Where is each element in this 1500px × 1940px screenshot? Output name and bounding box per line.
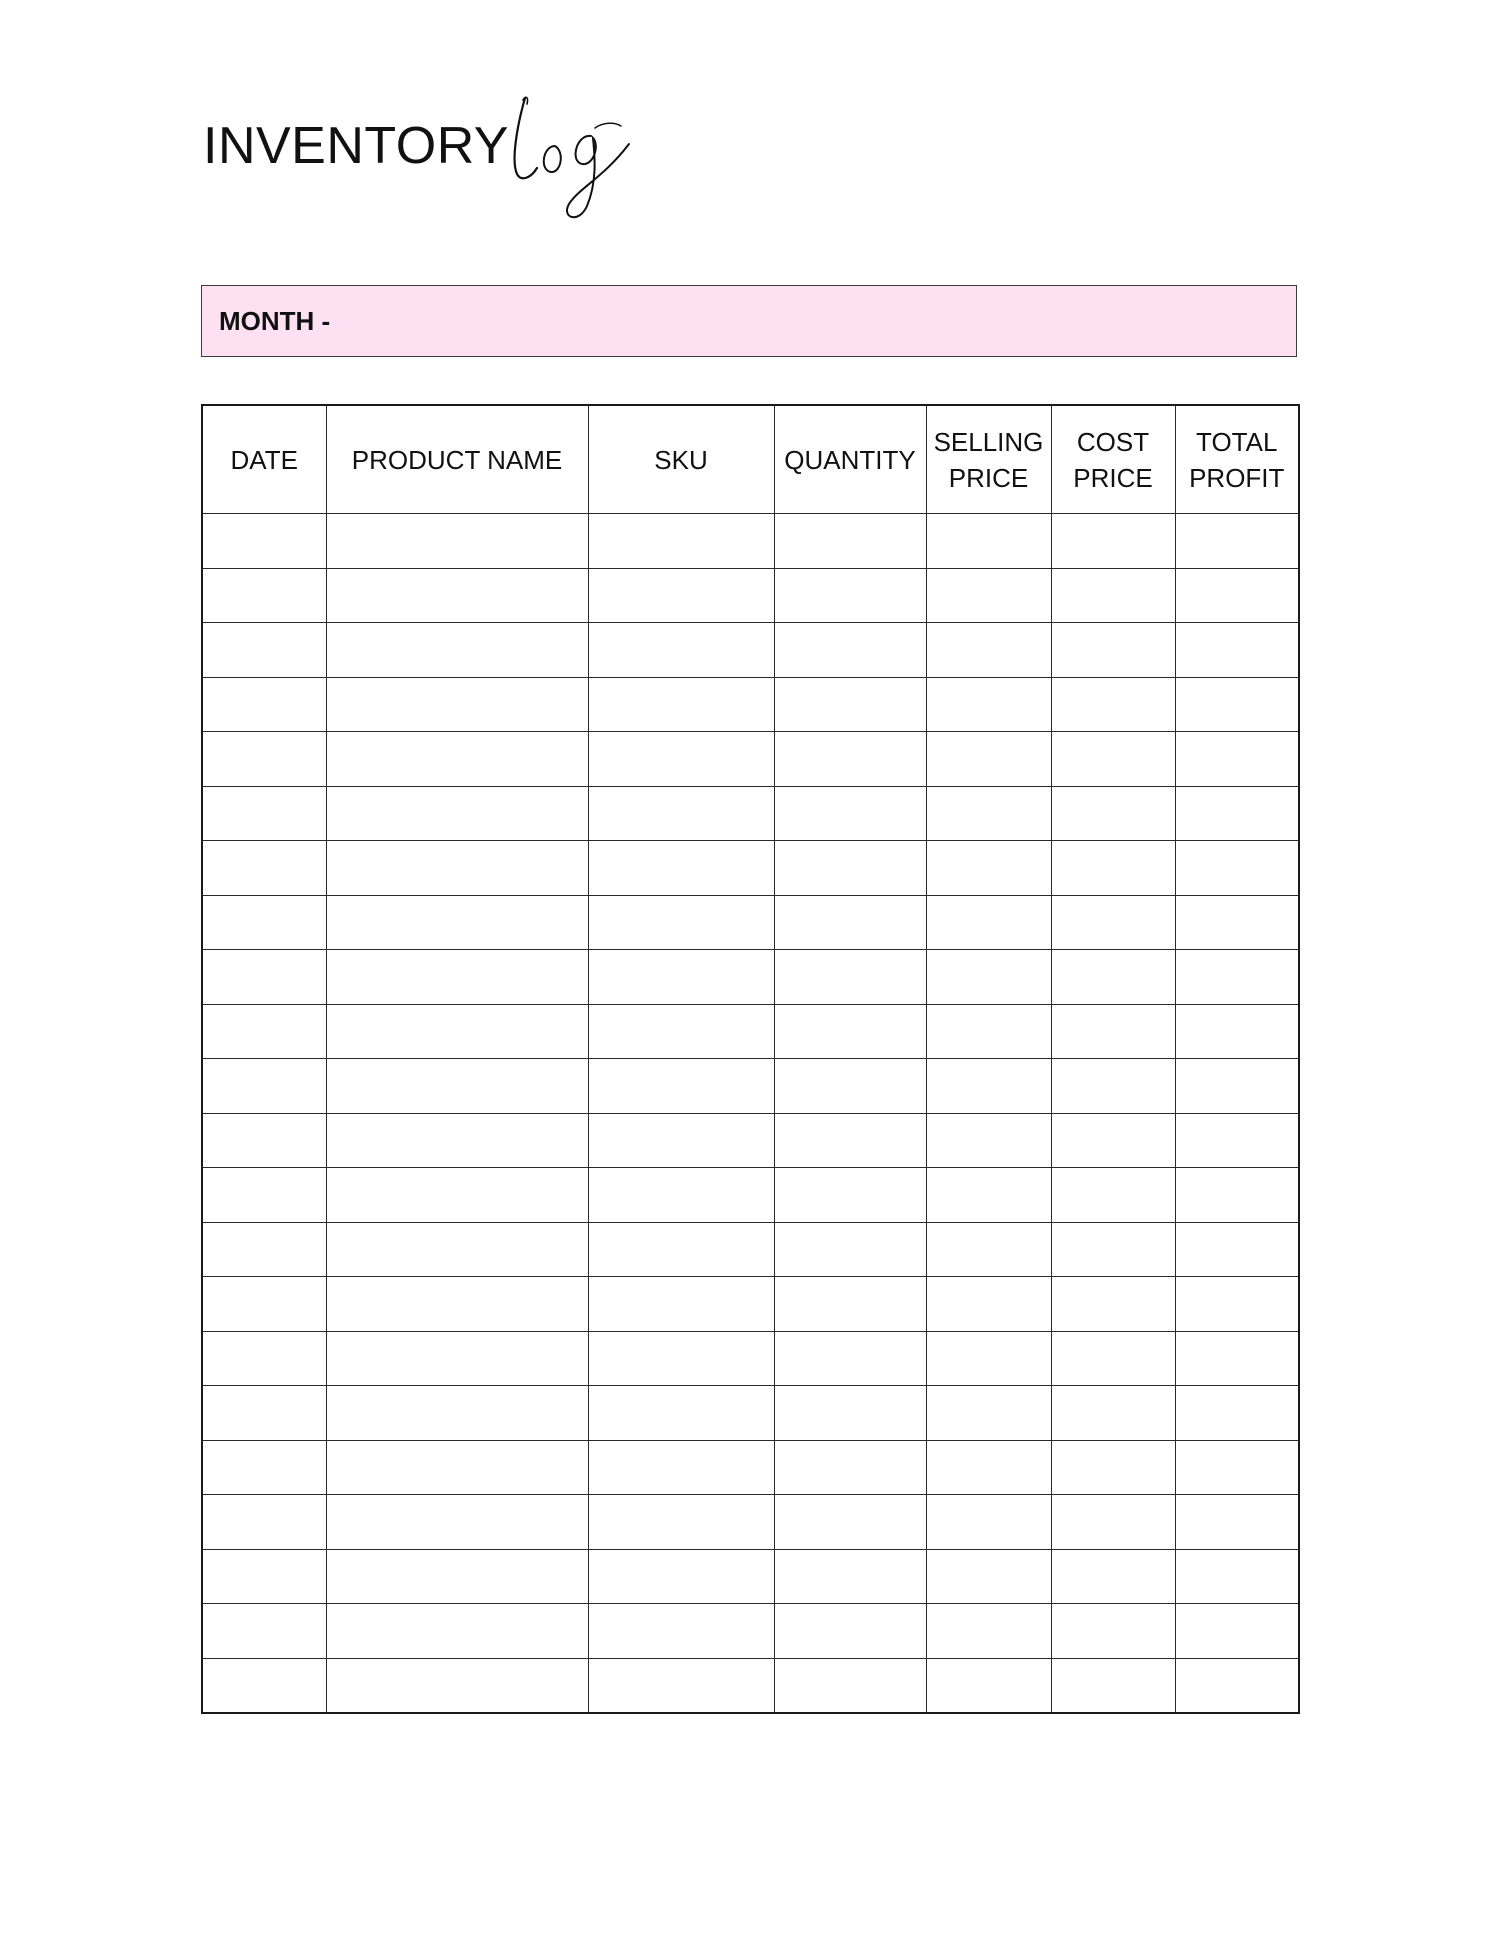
table-cell-quantity[interactable] — [774, 623, 926, 678]
table-cell-date[interactable] — [202, 1004, 326, 1059]
table-cell-sku[interactable] — [588, 1004, 774, 1059]
table-cell-quantity[interactable] — [774, 895, 926, 950]
table-cell-selling-price[interactable] — [926, 1658, 1051, 1713]
table-cell-selling-price[interactable] — [926, 1331, 1051, 1386]
table-row — [202, 1658, 1299, 1713]
table-cell-cost-price[interactable] — [1051, 1222, 1175, 1277]
table-cell-quantity[interactable] — [774, 1440, 926, 1495]
table-cell-selling-price[interactable] — [926, 1113, 1051, 1168]
table-row — [202, 1549, 1299, 1604]
table-cell-quantity[interactable] — [774, 786, 926, 841]
table-cell-quantity[interactable] — [774, 1658, 926, 1713]
table-row — [202, 841, 1299, 896]
table-row — [202, 1004, 1299, 1059]
table-cell-quantity[interactable] — [774, 1222, 926, 1277]
table-row — [202, 1440, 1299, 1495]
table-cell-date[interactable] — [202, 786, 326, 841]
table-cell-date[interactable] — [202, 677, 326, 732]
table-cell-total-profit[interactable] — [1175, 1059, 1299, 1114]
table-row — [202, 895, 1299, 950]
table-cell-date[interactable] — [202, 1277, 326, 1332]
table-cell-sku[interactable] — [588, 1113, 774, 1168]
table-cell-cost-price[interactable] — [1051, 1004, 1175, 1059]
table-cell-selling-price[interactable] — [926, 1222, 1051, 1277]
table-cell-selling-price[interactable] — [926, 950, 1051, 1005]
table-row — [202, 677, 1299, 732]
table-row — [202, 1604, 1299, 1659]
table-cell-product-name[interactable] — [326, 1386, 588, 1441]
table-cell-quantity[interactable] — [774, 1168, 926, 1223]
table-cell-sku[interactable] — [588, 895, 774, 950]
table-cell-selling-price[interactable] — [926, 1604, 1051, 1659]
table-cell-cost-price[interactable] — [1051, 950, 1175, 1005]
table-cell-total-profit[interactable] — [1175, 1604, 1299, 1659]
table-cell-quantity[interactable] — [774, 514, 926, 569]
table-cell-product-name[interactable] — [326, 1113, 588, 1168]
table-cell-product-name[interactable] — [326, 1440, 588, 1495]
column-header-selling-price: SELLING PRICE — [926, 405, 1051, 514]
table-cell-date[interactable] — [202, 1222, 326, 1277]
table-cell-cost-price[interactable] — [1051, 1168, 1175, 1223]
table-cell-product-name[interactable] — [326, 1604, 588, 1659]
table-cell-cost-price[interactable] — [1051, 1386, 1175, 1441]
table-cell-product-name[interactable] — [326, 1495, 588, 1550]
table-cell-sku[interactable] — [588, 950, 774, 1005]
table-cell-date[interactable] — [202, 1658, 326, 1713]
table-cell-total-profit[interactable] — [1175, 1277, 1299, 1332]
table-cell-quantity[interactable] — [774, 1549, 926, 1604]
table-cell-selling-price[interactable] — [926, 1440, 1051, 1495]
table-cell-date[interactable] — [202, 1604, 326, 1659]
table-cell-selling-price[interactable] — [926, 1495, 1051, 1550]
table-cell-date[interactable] — [202, 1495, 326, 1550]
table-row — [202, 1495, 1299, 1550]
table-cell-cost-price[interactable] — [1051, 568, 1175, 623]
table-cell-product-name[interactable] — [326, 568, 588, 623]
table-cell-selling-price[interactable] — [926, 732, 1051, 787]
table-cell-total-profit[interactable] — [1175, 623, 1299, 678]
table-cell-cost-price[interactable] — [1051, 1277, 1175, 1332]
table-cell-quantity[interactable] — [774, 1331, 926, 1386]
table-row — [202, 786, 1299, 841]
inventory-table — [201, 404, 1300, 1714]
table-cell-sku[interactable] — [588, 1222, 774, 1277]
table-cell-sku[interactable] — [588, 568, 774, 623]
table-cell-cost-price[interactable] — [1051, 895, 1175, 950]
table-cell-cost-price[interactable] — [1051, 1440, 1175, 1495]
table-cell-cost-price[interactable] — [1051, 1549, 1175, 1604]
table-cell-selling-price[interactable] — [926, 1004, 1051, 1059]
table-cell-date[interactable] — [202, 841, 326, 896]
table-cell-sku[interactable] — [588, 841, 774, 896]
table-cell-product-name[interactable] — [326, 732, 588, 787]
table-cell-quantity[interactable] — [774, 841, 926, 896]
table-cell-date[interactable] — [202, 568, 326, 623]
table-cell-total-profit[interactable] — [1175, 677, 1299, 732]
table-cell-cost-price[interactable] — [1051, 841, 1175, 896]
table-cell-date[interactable] — [202, 1386, 326, 1441]
table-cell-product-name[interactable] — [326, 1004, 588, 1059]
table-cell-selling-price[interactable] — [926, 623, 1051, 678]
table-cell-total-profit[interactable] — [1175, 1004, 1299, 1059]
table-cell-selling-price[interactable] — [926, 677, 1051, 732]
table-cell-selling-price[interactable] — [926, 568, 1051, 623]
table-cell-sku[interactable] — [588, 1658, 774, 1713]
column-header-cost-price: COST PRICE — [1051, 405, 1175, 514]
table-cell-product-name[interactable] — [326, 1222, 588, 1277]
table-cell-quantity[interactable] — [774, 732, 926, 787]
table-cell-date[interactable] — [202, 1549, 326, 1604]
table-cell-selling-price[interactable] — [926, 1386, 1051, 1441]
table-cell-cost-price[interactable] — [1051, 514, 1175, 569]
table-cell-product-name[interactable] — [326, 1168, 588, 1223]
table-cell-quantity[interactable] — [774, 1113, 926, 1168]
table-cell-sku[interactable] — [588, 1386, 774, 1441]
table-cell-sku[interactable] — [588, 1604, 774, 1659]
table-cell-selling-price[interactable] — [926, 1277, 1051, 1332]
table-cell-product-name[interactable] — [326, 677, 588, 732]
table-cell-cost-price[interactable] — [1051, 1658, 1175, 1713]
table-cell-selling-price[interactable] — [926, 841, 1051, 896]
table-cell-cost-price[interactable] — [1051, 677, 1175, 732]
table-cell-selling-price[interactable] — [926, 514, 1051, 569]
log-script-logo — [503, 86, 633, 226]
column-header-sku: SKU — [588, 405, 774, 514]
table-cell-cost-price[interactable] — [1051, 1331, 1175, 1386]
table-cell-total-profit[interactable] — [1175, 1658, 1299, 1713]
table-cell-product-name[interactable] — [326, 950, 588, 1005]
table-cell-date[interactable] — [202, 1440, 326, 1495]
table-cell-product-name[interactable] — [326, 786, 588, 841]
table-cell-total-profit[interactable] — [1175, 1440, 1299, 1495]
table-cell-quantity[interactable] — [774, 1386, 926, 1441]
table-cell-selling-price[interactable] — [926, 1059, 1051, 1114]
table-cell-total-profit[interactable] — [1175, 1549, 1299, 1604]
table-row — [202, 1113, 1299, 1168]
column-header-quantity: QUANTITY — [774, 405, 926, 514]
table-cell-cost-price[interactable] — [1051, 786, 1175, 841]
table-cell-sku[interactable] — [588, 732, 774, 787]
table-header-row — [202, 405, 1299, 514]
table-cell-sku[interactable] — [588, 677, 774, 732]
table-cell-total-profit[interactable] — [1175, 732, 1299, 787]
table-cell-sku[interactable] — [588, 1059, 774, 1114]
table-cell-total-profit[interactable] — [1175, 1168, 1299, 1223]
table-cell-quantity[interactable] — [774, 1495, 926, 1550]
table-cell-total-profit[interactable] — [1175, 841, 1299, 896]
table-row — [202, 732, 1299, 787]
table-cell-date[interactable] — [202, 1113, 326, 1168]
table-cell-product-name[interactable] — [326, 1331, 588, 1386]
table-cell-quantity[interactable] — [774, 1004, 926, 1059]
table-cell-cost-price[interactable] — [1051, 1495, 1175, 1550]
table-cell-sku[interactable] — [588, 1331, 774, 1386]
month-bar[interactable] — [201, 285, 1297, 357]
table-cell-product-name[interactable] — [326, 1549, 588, 1604]
table-cell-date[interactable] — [202, 1059, 326, 1114]
table-cell-quantity[interactable] — [774, 1604, 926, 1659]
table-cell-product-name[interactable] — [326, 1277, 588, 1332]
table-cell-selling-price[interactable] — [926, 1549, 1051, 1604]
column-header-date: DATE — [202, 405, 326, 514]
table-cell-sku[interactable] — [588, 1277, 774, 1332]
table-cell-product-name[interactable] — [326, 1658, 588, 1713]
table-row — [202, 1331, 1299, 1386]
table-cell-total-profit[interactable] — [1175, 1386, 1299, 1441]
table-cell-quantity[interactable] — [774, 677, 926, 732]
table-row — [202, 568, 1299, 623]
table-cell-sku[interactable] — [588, 623, 774, 678]
table-cell-sku[interactable] — [588, 1549, 774, 1604]
table-cell-total-profit[interactable] — [1175, 786, 1299, 841]
table-row — [202, 623, 1299, 678]
table-cell-sku[interactable] — [588, 514, 774, 569]
table-cell-sku[interactable] — [588, 1495, 774, 1550]
page-title — [203, 86, 763, 226]
table-cell-selling-price[interactable] — [926, 1168, 1051, 1223]
page-title-word: INVENTORY — [203, 117, 509, 175]
table-cell-total-profit[interactable] — [1175, 568, 1299, 623]
table-body — [202, 514, 1299, 1714]
table-cell-total-profit[interactable] — [1175, 950, 1299, 1005]
table-cell-quantity[interactable] — [774, 1059, 926, 1114]
table-cell-product-name[interactable] — [326, 1059, 588, 1114]
table-cell-total-profit[interactable] — [1175, 1331, 1299, 1386]
table-cell-quantity[interactable] — [774, 950, 926, 1005]
table-cell-quantity[interactable] — [774, 568, 926, 623]
table-cell-sku[interactable] — [588, 1168, 774, 1223]
table-cell-cost-price[interactable] — [1051, 1604, 1175, 1659]
table-cell-date[interactable] — [202, 1331, 326, 1386]
table-cell-date[interactable] — [202, 514, 326, 569]
table-row — [202, 1222, 1299, 1277]
table-cell-date[interactable] — [202, 1168, 326, 1223]
table-cell-cost-price[interactable] — [1051, 623, 1175, 678]
table-cell-product-name[interactable] — [326, 623, 588, 678]
table-cell-date[interactable] — [202, 895, 326, 950]
table-cell-sku[interactable] — [588, 786, 774, 841]
table-cell-total-profit[interactable] — [1175, 1113, 1299, 1168]
table-cell-cost-price[interactable] — [1051, 1059, 1175, 1114]
month-label: MONTH - — [219, 305, 331, 336]
table-row — [202, 514, 1299, 569]
table-cell-date[interactable] — [202, 732, 326, 787]
table-cell-product-name[interactable] — [326, 841, 588, 896]
table-cell-selling-price[interactable] — [926, 786, 1051, 841]
table-row — [202, 1386, 1299, 1441]
table-cell-quantity[interactable] — [774, 1277, 926, 1332]
table-cell-total-profit[interactable] — [1175, 895, 1299, 950]
table-cell-product-name[interactable] — [326, 895, 588, 950]
table-row — [202, 950, 1299, 1005]
column-header-total-profit: TOTAL PROFIT — [1175, 405, 1299, 514]
table-cell-product-name[interactable] — [326, 514, 588, 569]
table-cell-date[interactable] — [202, 623, 326, 678]
table-cell-date[interactable] — [202, 950, 326, 1005]
table-cell-total-profit[interactable] — [1175, 514, 1299, 569]
table-cell-total-profit[interactable] — [1175, 1222, 1299, 1277]
table-cell-cost-price[interactable] — [1051, 732, 1175, 787]
table-row — [202, 1277, 1299, 1332]
column-header-product-name: PRODUCT NAME — [326, 405, 588, 514]
table-cell-selling-price[interactable] — [926, 895, 1051, 950]
table-row — [202, 1168, 1299, 1223]
table-row — [202, 1059, 1299, 1114]
table-cell-cost-price[interactable] — [1051, 1113, 1175, 1168]
table-cell-total-profit[interactable] — [1175, 1495, 1299, 1550]
table-cell-sku[interactable] — [588, 1440, 774, 1495]
